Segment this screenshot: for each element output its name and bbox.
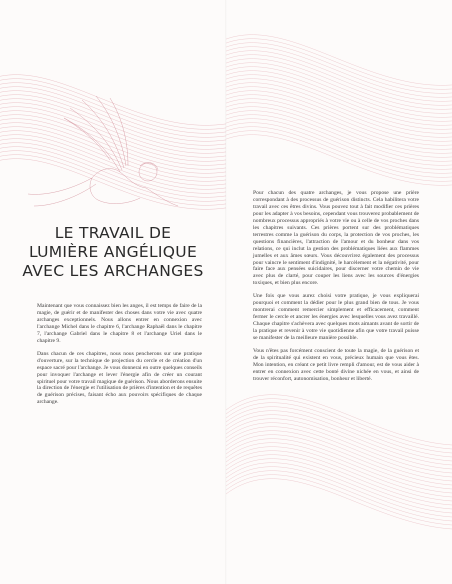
ornament-line	[0, 107, 226, 158]
ornament-line	[226, 47, 452, 98]
ornament-line	[226, 403, 452, 454]
ornament-line	[0, 131, 226, 182]
ornament-line	[0, 95, 226, 146]
right-body-text	[253, 190, 419, 389]
ornament-line	[226, 95, 452, 146]
ornament-line	[0, 87, 226, 138]
ornament-line	[0, 103, 226, 154]
ornament-line	[226, 127, 452, 178]
chapter-title	[0, 224, 226, 281]
ornament-line	[0, 135, 226, 186]
title-line: LUMIÈRE ANGÉLIQUE	[28, 243, 198, 261]
ornament-line	[226, 395, 452, 446]
ornament-line	[226, 59, 452, 110]
ornament-line	[226, 439, 452, 490]
ornament-line	[226, 431, 452, 482]
ornament-line	[226, 435, 452, 486]
title-line: AVEC LES ARCHANGES	[22, 262, 204, 280]
ornament-line	[226, 79, 452, 130]
ornament-line	[226, 443, 452, 494]
ornament-line	[226, 63, 452, 114]
ornament-line	[226, 467, 452, 518]
ornament-line	[0, 151, 226, 202]
paragraph: Pour chacun des quatre archanges, je vous propose une prière correspondant à des processus de guérison distincts. Cela habilitera votre travail avec ces êtres divins. Vous pouvez tout à fait modifier ces prières pour les adapter à vos besoins, cependant vous trouverez probablement de nombreux processus appropriés à votre vie ou à celle de vos proches dans les chapitres suivants. Ces prières portent sur des problématiques terrestres comme la guérison du corps, la protection de vos proches, les questions financières, l'attraction de l'amour et du bonheur dans vos relations, ce qui inclut la gestion des problématiques liées aux flammes jumelles et aux âmes sœurs. Vous découvrirez également des processus pour vaincre le sentiment d'indignité, le harcèlement et la négativité, pour faire face aux pensées suicidaires, pour discerner votre chemin de vie avec plus de clarté, pour couper les liens avec les sources d'énergies toxiques, et bien plus encore.	[253, 190, 419, 287]
ornament-line	[0, 99, 226, 150]
ornament-line	[0, 143, 226, 194]
ornament-line	[226, 51, 452, 102]
paragraph: Maintenant que vous connaissez bien les anges, il est temps de faire de la magie, de guérir et de manifester des choses dans votre vie avec quatre archanges exceptionnels. Nous allons entrer en connexion avec l'archange Michel dans le chapitre 6, l'archange Raphaël dans le chapitre 7, l'archange Gabriel dans le chapitre 8 et l'archange Uriel dans le chapitre 9.	[37, 303, 202, 344]
ornament-line	[226, 103, 452, 154]
left-body-text	[37, 303, 202, 412]
ornament-line	[226, 459, 452, 510]
ornament-line	[226, 479, 452, 530]
ornament-line	[226, 107, 452, 158]
ornament-line	[226, 423, 452, 474]
ornament-line	[226, 455, 452, 506]
title-line: LE TRAVAIL DE	[54, 224, 172, 242]
ornament-line	[226, 71, 452, 122]
right-page	[226, 0, 452, 584]
ornament-line	[226, 119, 452, 170]
ornament-line	[226, 115, 452, 166]
ornament-line	[0, 147, 226, 198]
ornament-line	[226, 471, 452, 522]
ornament-line	[0, 139, 226, 190]
ornament-line	[0, 115, 226, 166]
ornament-line	[226, 35, 452, 86]
ornament-line	[0, 159, 226, 210]
ornament-line	[226, 407, 452, 458]
paragraph: Vous n'êtes pas forcément conscient de toute la magie, de la guérison et de la spiritualité qui existent en vous, précieux humain que vous êtes. Mon intention, en créant ce petit livre rempli d'amour, est de vous aider à entrer en connexion avec cette bonté divine nichée en vous, et ainsi de trouver réconfort, autonomisation, bonheur et liberté.	[253, 348, 419, 382]
ornament-line	[226, 123, 452, 174]
ornament-line	[226, 91, 452, 142]
ornament-line	[0, 123, 226, 174]
ornament-line	[226, 87, 452, 138]
ornament-line	[0, 155, 226, 206]
ornament-line	[0, 119, 226, 170]
ornament-line	[226, 55, 452, 106]
ornament-line	[226, 411, 452, 462]
ornament-line	[226, 67, 452, 118]
ornament-line	[226, 131, 452, 182]
ornament-line	[226, 99, 452, 150]
ornament-line	[0, 91, 226, 142]
ornament-line	[226, 427, 452, 478]
ornament-line	[226, 111, 452, 162]
ornament-line	[226, 75, 452, 126]
ornament-line	[226, 399, 452, 450]
paragraph: Une fois que vous aurez choisi votre pratique, je vous expliquerai pourquoi et comment la dédier pour le plus grand bien de tous. Je vous montrerai comment remercier simplement et efficacement, comment fermer le cercle et ancrer les énergies avec lesquelles vous avez travaillé. Chaque chapitre s'achèvera avec quelques mots aimants avant de sortir de la pratique et revenir à votre vie quotidienne afin que votre travail puisse se manifester de la meilleure manière possible.	[253, 293, 419, 342]
ornament-line	[226, 135, 452, 186]
ornament-line	[0, 83, 226, 134]
ornament-line	[226, 463, 452, 514]
ornament-line	[226, 83, 452, 134]
ornament-line	[226, 475, 452, 526]
book-gutter	[225, 0, 227, 584]
ornament-line	[226, 39, 452, 90]
ornament-line	[226, 451, 452, 502]
ornament-line	[226, 43, 452, 94]
paragraph: Dans chacun de ces chapitres, nous nous pencherons sur une pratique d'ouverture, sur la technique de projection du cercle et de création d'un espace sacré pour l'archange. Je vous donnerai en outre quelques conseils pour invoquer l'archange et lever l'énergie afin de créer un courant spirituel pour votre travail magique de guérison. Nous aborderons ensuite la direction de l'énergie et l'utilisation de prières d'intention et de requêtes de guérison précises, faisant écho aux pouvoirs spécifiques de chaque archange.	[37, 350, 202, 406]
ornament-line	[226, 419, 452, 470]
ornament-line	[226, 447, 452, 498]
ornament-line	[0, 111, 226, 162]
ornament-line	[0, 75, 226, 126]
ornament-line	[0, 79, 226, 130]
ornament-line	[226, 415, 452, 466]
